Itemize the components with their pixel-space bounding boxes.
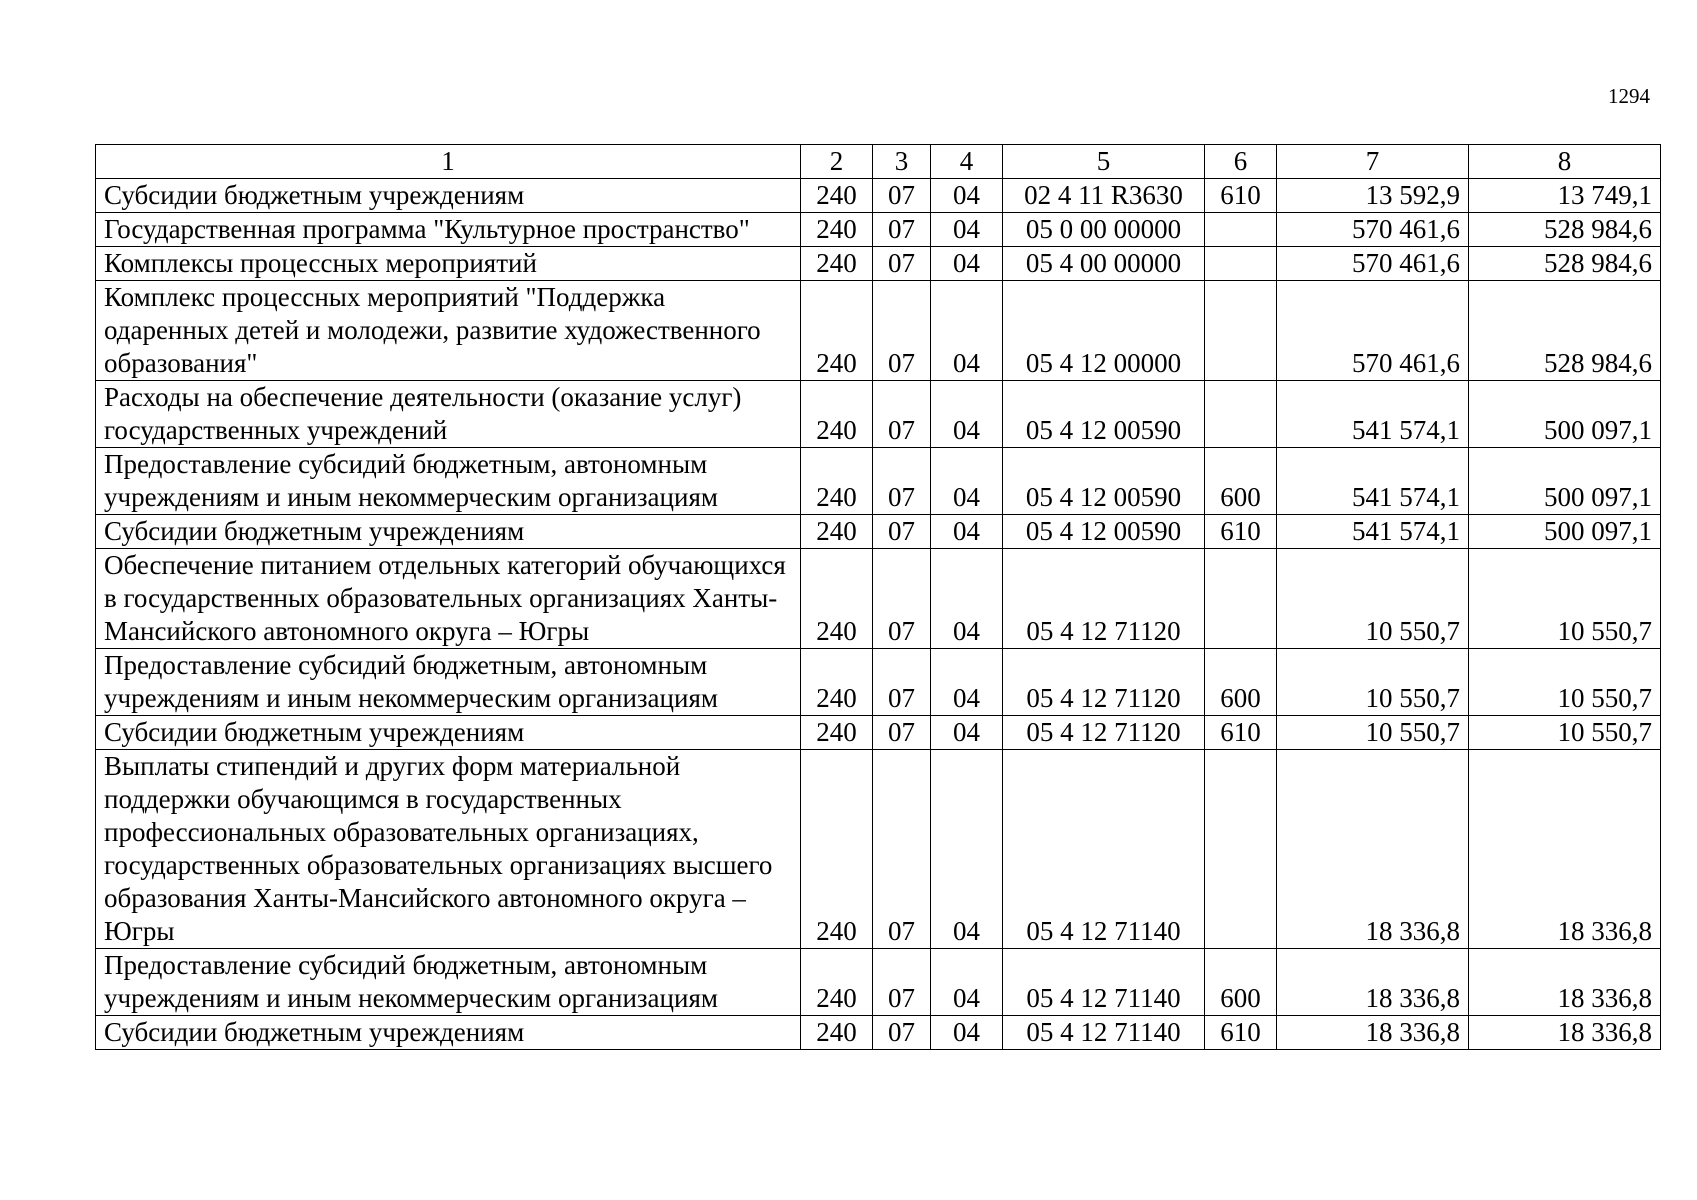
column-header: 3 [873,145,931,179]
row-name-cell: Государственная программа "Культурное пространство" [96,213,801,247]
row-col2-cell: 240 [801,750,873,949]
row-col4-cell: 04 [931,716,1003,750]
row-type-cell: 600 [1205,448,1277,515]
row-col2-cell: 240 [801,381,873,448]
table-body [96,179,1661,1050]
table-row [96,448,1661,515]
table-row [96,247,1661,281]
header-row [96,145,1661,179]
row-type-cell [1205,281,1277,381]
row-col4-cell: 04 [931,247,1003,281]
row-amount-7-cell: 10 550,7 [1277,649,1469,716]
row-name-cell: Субсидии бюджетным учреждениям [96,1016,801,1050]
budget-table [95,144,1661,1050]
table-row [96,381,1661,448]
table-row [96,213,1661,247]
row-name-cell: Субсидии бюджетным учреждениям [96,515,801,549]
row-col4-cell: 04 [931,649,1003,716]
row-code-cell: 02 4 11 R3630 [1003,179,1205,213]
row-amount-8-cell: 10 550,7 [1469,716,1661,750]
page-number: 1294 [1608,84,1650,108]
row-col3-cell: 07 [873,381,931,448]
row-col2-cell: 240 [801,949,873,1016]
table-row [96,515,1661,549]
row-col2-cell: 240 [801,1016,873,1050]
row-col4-cell: 04 [931,1016,1003,1050]
column-header: 2 [801,145,873,179]
table-row [96,949,1661,1016]
row-col3-cell: 07 [873,281,931,381]
row-name-cell: Обеспечение питанием отдельных категорий обучающихся в государственных образовательных организациях Ханты-Мансийского автономного округа – Югры [96,549,801,649]
row-name-cell: Выплаты стипендий и других форм материальной поддержки обучающимся в государственных профессиональных образовательных организациях, государственных образовательных организациях высшего образования Ханты-Мансийского автономного округа – Югры [96,750,801,949]
row-code-cell: 05 4 12 71120 [1003,649,1205,716]
row-name-cell: Предоставление субсидий бюджетным, автономным учреждениям и иным некоммерческим организациям [96,949,801,1016]
row-type-cell [1205,381,1277,448]
row-type-cell: 600 [1205,649,1277,716]
row-amount-7-cell: 10 550,7 [1277,716,1469,750]
row-name-cell: Субсидии бюджетным учреждениям [96,716,801,750]
row-amount-8-cell: 500 097,1 [1469,515,1661,549]
row-amount-7-cell: 541 574,1 [1277,448,1469,515]
column-header: 7 [1277,145,1469,179]
row-amount-8-cell: 528 984,6 [1469,213,1661,247]
table-row [96,281,1661,381]
row-amount-8-cell: 500 097,1 [1469,381,1661,448]
row-name-cell: Расходы на обеспечение деятельности (оказание услуг) государственных учреждений [96,381,801,448]
row-amount-7-cell: 541 574,1 [1277,381,1469,448]
row-col3-cell: 07 [873,549,931,649]
table-row [96,179,1661,213]
row-col3-cell: 07 [873,649,931,716]
row-col3-cell: 07 [873,750,931,949]
row-type-cell: 610 [1205,515,1277,549]
row-amount-8-cell: 10 550,7 [1469,649,1661,716]
row-col4-cell: 04 [931,381,1003,448]
row-col4-cell: 04 [931,213,1003,247]
row-col3-cell: 07 [873,213,931,247]
row-col2-cell: 240 [801,213,873,247]
row-amount-7-cell: 570 461,6 [1277,247,1469,281]
table-row [96,716,1661,750]
row-type-cell [1205,549,1277,649]
row-col4-cell: 04 [931,949,1003,1016]
row-col3-cell: 07 [873,448,931,515]
row-amount-7-cell: 570 461,6 [1277,213,1469,247]
row-code-cell: 05 4 12 00000 [1003,281,1205,381]
row-col2-cell: 240 [801,281,873,381]
row-col4-cell: 04 [931,515,1003,549]
table-row [96,649,1661,716]
row-name-cell: Предоставление субсидий бюджетным, автономным учреждениям и иным некоммерческим организациям [96,649,801,716]
row-name-cell: Комплексы процессных мероприятий [96,247,801,281]
row-amount-7-cell: 13 592,9 [1277,179,1469,213]
row-code-cell: 05 4 12 71120 [1003,716,1205,750]
row-amount-8-cell: 18 336,8 [1469,1016,1661,1050]
row-type-cell [1205,247,1277,281]
column-header: 4 [931,145,1003,179]
row-type-cell [1205,750,1277,949]
row-col3-cell: 07 [873,179,931,213]
column-header: 1 [96,145,801,179]
row-amount-8-cell: 528 984,6 [1469,281,1661,381]
row-col3-cell: 07 [873,949,931,1016]
row-code-cell: 05 4 12 00590 [1003,515,1205,549]
row-code-cell: 05 4 12 71120 [1003,549,1205,649]
row-amount-7-cell: 18 336,8 [1277,1016,1469,1050]
row-col2-cell: 240 [801,247,873,281]
row-name-cell: Субсидии бюджетным учреждениям [96,179,801,213]
column-header: 8 [1469,145,1661,179]
row-type-cell: 610 [1205,716,1277,750]
row-col2-cell: 240 [801,448,873,515]
table-row [96,750,1661,949]
table-row [96,1016,1661,1050]
row-amount-7-cell: 570 461,6 [1277,281,1469,381]
row-amount-7-cell: 541 574,1 [1277,515,1469,549]
row-amount-8-cell: 13 749,1 [1469,179,1661,213]
row-col3-cell: 07 [873,1016,931,1050]
row-name-cell: Предоставление субсидий бюджетным, автономным учреждениям и иным некоммерческим организациям [96,448,801,515]
row-type-cell: 600 [1205,949,1277,1016]
row-col3-cell: 07 [873,247,931,281]
row-code-cell: 05 4 12 00590 [1003,381,1205,448]
row-type-cell: 610 [1205,179,1277,213]
row-name-cell: Комплекс процессных мероприятий "Поддержка одаренных детей и молодежи, развитие художественного образования" [96,281,801,381]
row-type-cell [1205,213,1277,247]
row-col4-cell: 04 [931,549,1003,649]
row-col4-cell: 04 [931,750,1003,949]
row-col2-cell: 240 [801,549,873,649]
row-code-cell: 05 4 00 00000 [1003,247,1205,281]
row-col2-cell: 240 [801,649,873,716]
column-header: 5 [1003,145,1205,179]
row-col2-cell: 240 [801,179,873,213]
column-header: 6 [1205,145,1277,179]
row-type-cell: 610 [1205,1016,1277,1050]
row-code-cell: 05 4 12 71140 [1003,1016,1205,1050]
row-col4-cell: 04 [931,281,1003,381]
row-col4-cell: 04 [931,448,1003,515]
row-code-cell: 05 4 12 00590 [1003,448,1205,515]
row-code-cell: 05 0 00 00000 [1003,213,1205,247]
row-code-cell: 05 4 12 71140 [1003,750,1205,949]
table-row [96,549,1661,649]
row-col3-cell: 07 [873,515,931,549]
row-amount-8-cell: 10 550,7 [1469,549,1661,649]
row-amount-7-cell: 10 550,7 [1277,549,1469,649]
row-amount-7-cell: 18 336,8 [1277,949,1469,1016]
row-amount-8-cell: 18 336,8 [1469,750,1661,949]
row-code-cell: 05 4 12 71140 [1003,949,1205,1016]
row-col4-cell: 04 [931,179,1003,213]
row-amount-8-cell: 18 336,8 [1469,949,1661,1016]
row-amount-8-cell: 500 097,1 [1469,448,1661,515]
row-col2-cell: 240 [801,716,873,750]
row-col3-cell: 07 [873,716,931,750]
row-col2-cell: 240 [801,515,873,549]
row-amount-8-cell: 528 984,6 [1469,247,1661,281]
row-amount-7-cell: 18 336,8 [1277,750,1469,949]
